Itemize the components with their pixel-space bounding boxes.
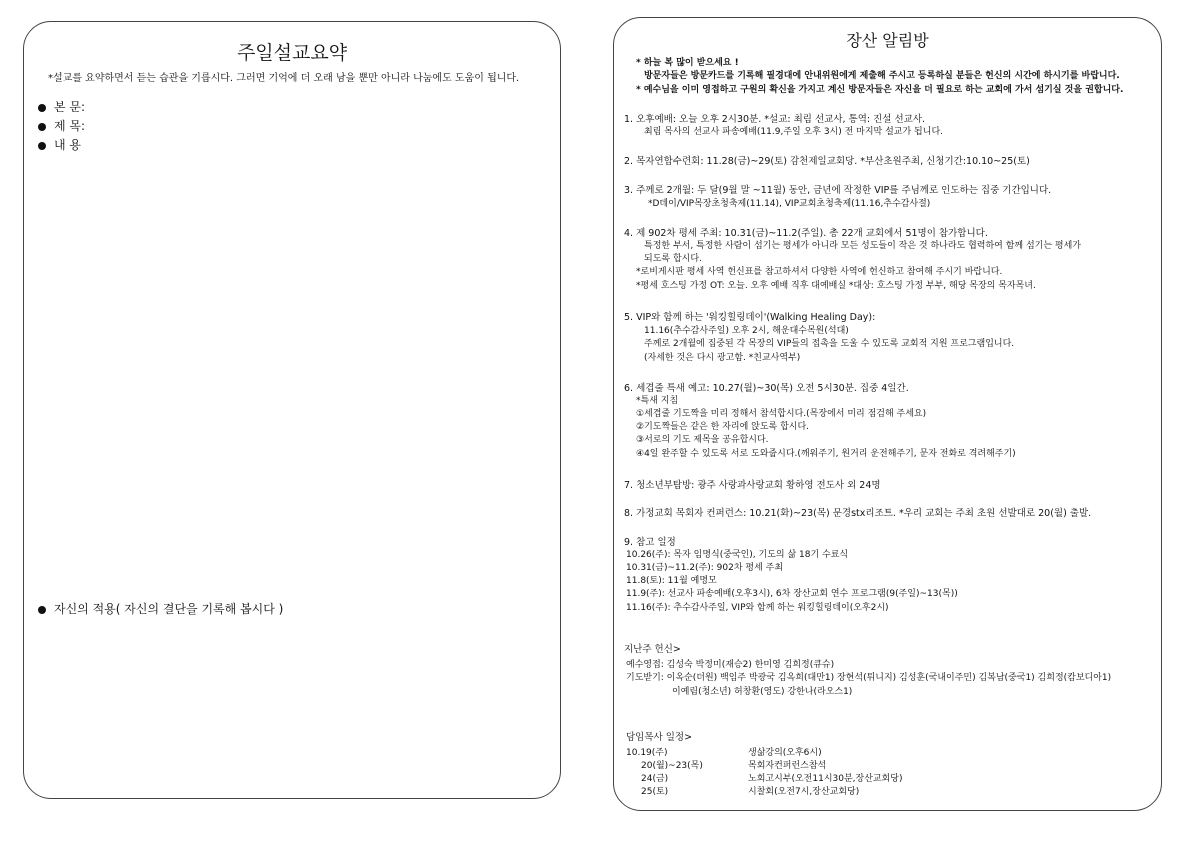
schedule-event: 생삶강의(오후6시) [748,748,822,758]
announcement-line: * 하늘 복 많이 받으세요 ! [636,58,739,68]
announcement-line: *D데이/VIP목장초청축제(11.14), VIP교회초청축제(11.16,추수감사절) [648,199,931,209]
announcement-line: ③서로의 기도 제목을 공유합시다. [636,435,769,445]
announcement-line: *특새 지침 [636,396,679,406]
announcement-line: 3. 주께로 2개월: 두 달(9월 말 ~11월) 동안, 금년에 작정한 VIP를 주님께로 인도하는 집중 기간입니다. [624,185,1052,196]
schedule-date: 24(금) [641,774,669,784]
announcement-line: 8. 가정교회 목회자 컨퍼런스: 10.21(화)~23(목) 문경stx리조트. *우리 교회는 주최 초원 선발대로 20(월) 출발. [624,508,1092,519]
announcement-line: 10.31(금)~11.2(주): 902차 평세 주최 [626,563,784,573]
announcement-line: * 예수님을 이미 영접하고 구원의 확신을 가지고 계신 방문자들은 자신을 더 필요로 하는 교회에 가서 섬기실 것을 권합니다. [636,85,1124,95]
announcement-line: 주께로 2개월에 집중된 각 목장의 VIP들의 접촉을 도울 수 있도록 교회적 지원 프로그램입니다. [644,339,1015,349]
announcement-line: 5. VIP와 함께 하는 '워킹힐링데이'(Walking Healing Day): [624,312,876,323]
schedule-date: 20(월)~23(목) [641,761,703,771]
schedule-event: 시찰회(오전7시,장산교회당) [748,787,860,797]
bullet-icon [38,142,46,150]
field-content: 내 용 [38,136,81,153]
announcement-line: 방문자들은 방문카드를 기록해 필경대에 안내위원에게 제출해 주시고 등록하실 분들은 헌신의 시간에 하시기를 바랍니다. [644,71,1120,81]
field-passage: 본 문: [38,98,85,115]
announcements-title: 장산 알림방 [846,31,929,50]
announcement-line: 7. 청소년부탐방: 광주 사랑과사랑교회 황하영 전도사 외 24명 [624,480,881,491]
sermon-summary-note: *설교를 요약하면서 듣는 습관을 기릅시다. 그러면 기억에 더 오래 남을 뿐만 아니라 나눔에도 도움이 됩니다. [48,73,520,84]
announcement-line: 2. 목자연합수련회: 11.28(금)~29(토) 감천제일교회당. *부산초원주최, 신청기간:10.10~25(토) [624,156,1030,167]
announcement-line: 이예림(청소년) 허창환(영도) 강한나(라오스1) [672,687,853,697]
announcement-line: 특정한 부서, 특정한 사람이 섬기는 평세가 아니라 모든 성도들이 작은 것 하나라도 협력하여 함께 섬기는 평세가 [644,241,1082,251]
announcement-line: 되도록 합시다. [644,254,702,264]
sermon-summary-panel [23,21,561,799]
announcement-line: 1. 오후예배: 오늘 오후 2시30분. *설교: 최림 선교사, 통역: 진설 선교사. [624,114,926,125]
announcement-line: *로비게시판 평세 사역 헌신표를 참고하셔서 다양한 사역에 헌신하고 참여해 주시기 바랍니다. [636,267,1003,277]
schedule-event: 노회고시부(오전11시30분,장산교회당) [748,774,903,784]
announcement-line: 9. 참고 일정 [624,537,676,548]
announcement-line: 11.16(추수감사주일) 오후 2시, 해운대수목원(석대) [644,326,849,336]
field-title: 제 목: [38,117,85,134]
announcements-panel [613,17,1162,811]
announcement-line: 11.8(토): 11월 예명모 [626,576,717,586]
announcement-line: 기도받기: 이옥순(더원) 백임주 박광국 김옥희(대만1) 장현석(튀니지) 김성훈(국내이주민) 김복남(중국1) 김희정(캄보디아1) [626,673,1112,683]
announcement-line: 예수영접: 김성숙 박정미(재승2) 한미영 김희정(큐슈) [626,660,835,670]
announcement-line: 11.16(주): 추수감사주일, VIP와 함께 하는 워킹힐링데이(오후2시) [626,603,889,613]
bullet-icon [38,606,46,614]
announcement-line: 최림 목사의 선교사 파송예배(11.9,주일 오후 3시) 전 마지막 설교가 됩니다. [644,127,943,137]
announcement-line: ②기도짝들은 같은 한 자리에 앉도록 합시다. [636,422,810,432]
announcement-line: ④4일 완주할 수 있도록 서로 도와줍시다.(깨워주기, 원거리 운전해주기, 문자 전화로 격려해주기) [636,449,1016,459]
announcement-line: 11.9(주): 선교사 파송예배(오후3시), 6차 장산교회 연수 프로그램(9(주일)~13(목)) [626,589,958,599]
announcement-line: 담임목사 일정> [626,732,693,743]
announcement-line: (자세한 것은 다시 광고함. *친교사역부) [644,353,801,363]
announcement-line: 6. 세겹줄 특새 예고: 10.27(월)~30(목) 오전 5시30분. 집중 4일간. [624,383,909,394]
bullet-icon [38,104,46,112]
field-application: 자신의 적용( 자신의 결단을 기록해 봅시다 ) [38,600,283,617]
sermon-summary-title: 주일설교요약 [236,42,348,64]
announcement-line: 10.26(주): 목자 임명식(중국인), 기도의 삶 18기 수료식 [626,550,849,560]
announcement-line: 지난주 헌신> [624,644,681,655]
announcement-line: 4. 제 902차 평세 주최: 10.31(금)~11.2(주일). 총 22개 교회에서 51명이 참가합니다. [624,228,988,239]
schedule-event: 목회자컨퍼런스참석 [748,761,827,771]
announcement-line: ①세겹줄 기도짝을 미리 정해서 참석합시다.(목장에서 미리 점검해 주세요) [636,409,927,419]
schedule-date: 10.19(주) [626,748,668,758]
schedule-date: 25(토) [641,787,669,797]
bullet-icon [38,123,46,131]
announcement-line: *평세 호스팅 가정 OT: 오늘. 오후 예배 직후 대예배실 *대상: 호스팅 가정 부부, 해당 목장의 목자목녀. [636,281,1036,291]
